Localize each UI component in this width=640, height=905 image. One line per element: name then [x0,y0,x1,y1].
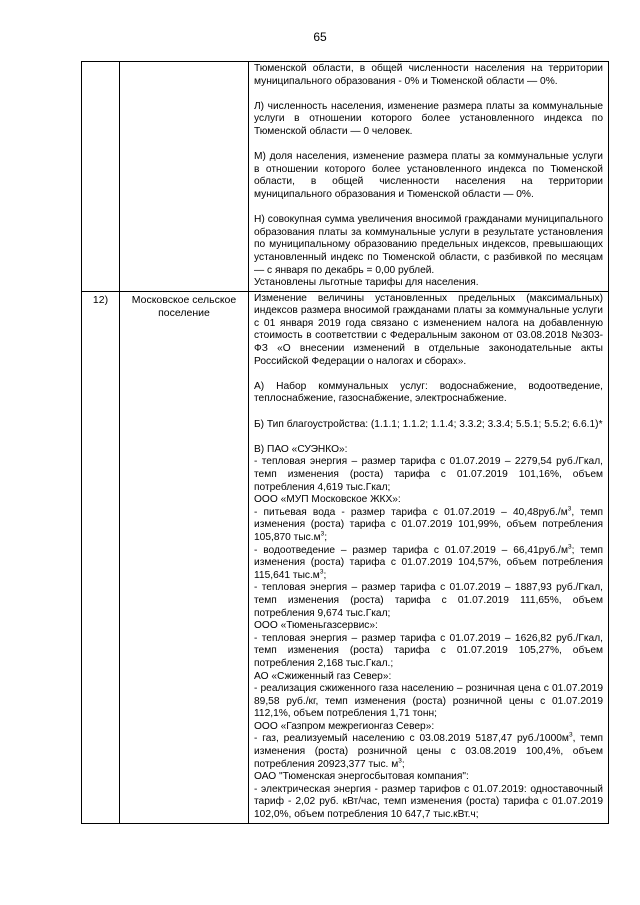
services-set: А) Набор коммунальных услуг: водоснабжение, водоотведение, теплоснабжение, газоснабжение, электроснабжение. [254,380,603,405]
supplier-heading: В) ПАО «СУЭНКО»: [254,443,348,455]
tariff-line: - реализация сжиженного газа населению – розничная цена с 01.07.2019 89,58 руб./кг, темп изменения (роста) розничной цены с 01.07.2019 112,1%, объем потребления 1,71 тонн; [254,683,603,720]
tariff-line: - тепловая энергия – размер тарифа с 01.07.2019 – 2279,54 руб./Гкал, темп изменения (роста) тарифа с 01.07.2019 101,16%, объем потребления 4,619 тыс.Гкал; [254,456,603,493]
row-number-cell [82,62,120,292]
page-number: 65 [313,30,327,44]
paragraph: Л) численность населения, изменение размера платы за коммунальные услуги в отношении которого более установленного индекса по Тюменской области — 0 человек. [254,100,603,137]
table-row [82,291,609,823]
intro-paragraph: Изменение величины установленных предельных (максимальных) индексов размера вносимой гражданами платы за коммунальные услуги с 01 января 2019 года связано с изменением налога на добавленную стоимость в соответствии с Федеральным законом от 03.08.2018 №303-ФЗ «О внесении изменений в отдельные законодательные акты Российской Федерации о налогах и сборах». [254,292,603,367]
supplier-heading: ООО «МУП Московское ЖКХ»: [254,494,401,506]
improvement-type: Б) Тип благоустройства: (1.1.1; 1.1.2; 1.1.4; 3.3.2; 3.3.4; 5.5.1; 5.5.2; 6.6.1)* [254,418,603,430]
tariff-line: - тепловая энергия – размер тарифа с 01.07.2019 – 1626,82 руб./Гкал, темп изменения (роста) тарифа с 01.07.2019 105,27%, объем потребления 2,168 тыс.Гкал.; [254,632,603,669]
paragraph: Установлены льготные тарифы для населения. [254,277,479,289]
supplier-heading: АО «Сжиженный газ Север»: [254,670,392,682]
tariff-line: - питьевая вода - размер тарифа с $01.07.2019 - 40,48руб./м^3$, темп изменения (роста) тарифа с 01.07.2019 101,99%, объем потребления 105,870 $тыс.м^3$; [254,505,603,543]
tariff-line: - тепловая энергия – размер тарифа с 01.07.2019 – 1887,93 руб./Гкал, темп изменения (роста) тарифа с 01.07.2019 111,65%, объем потребления 9,674 тыс.Гкал; [254,582,603,619]
tariff-table [81,61,609,824]
settlement-name: Московское сельское поселение [120,291,249,823]
tariff-line: - водоотведение – размер тарифа с $01.07.2019 - 66,41руб./м^3$; темп изменения (роста) тарифа с 01.07.2019 104,57%, объем потребления 115,641 $тыс.м^3$; [254,543,603,581]
paragraph: Н) совокупная сумма увеличения вносимой гражданами муниципального образования платы за коммунальные услуги в результате установления по муниципальному образованию предельных индексов, превышающих установленный индекс по Тюменской области, с разбивкой по месяцам — с января по декабрь = 0,00 рублей. [254,214,603,276]
tariff-line: - газ, реализуемый населению с 03.08.2019 5187,47 $руб./1000м^3$, темп изменения (роста) розничной цены с 03.08.2019 100,4%, объем потребления 20923,377 тыс. $м^3$; [254,732,603,770]
table-row [82,62,609,292]
paragraph: М) доля населения, изменение размера платы за коммунальные услуги в отношении которого более установленного индекса по Тюменской области, в общей численности населения на территории муниципального образования и Тюменской области — 0%. [254,151,603,200]
row-text-cell [249,291,609,823]
row-name-cell [120,62,249,292]
row-number: 12) [82,291,120,823]
supplier-heading: ООО «Газпром межрегионгаз Север»: [254,720,435,732]
supplier-heading: ОАО "Тюменская энергосбытовая компания": [254,771,469,783]
paragraph: Тюменской области, в общей численности населения на территории муниципального образования - 0% и Тюменской области — 0%. [254,63,603,87]
supplier-heading: ООО «Тюменьгазсервис»: [254,620,378,632]
tariff-line: - электрическая энергия - размер тарифов с 01.07.2019: одноставочный тариф - 2,02 руб. кВт/час, темп изменения (роста) тарифа с 01.07.2019 102,0%, объем потребления 10 647,7 тыс.кВт.ч; [254,783,603,821]
row-text-cell [249,62,609,292]
